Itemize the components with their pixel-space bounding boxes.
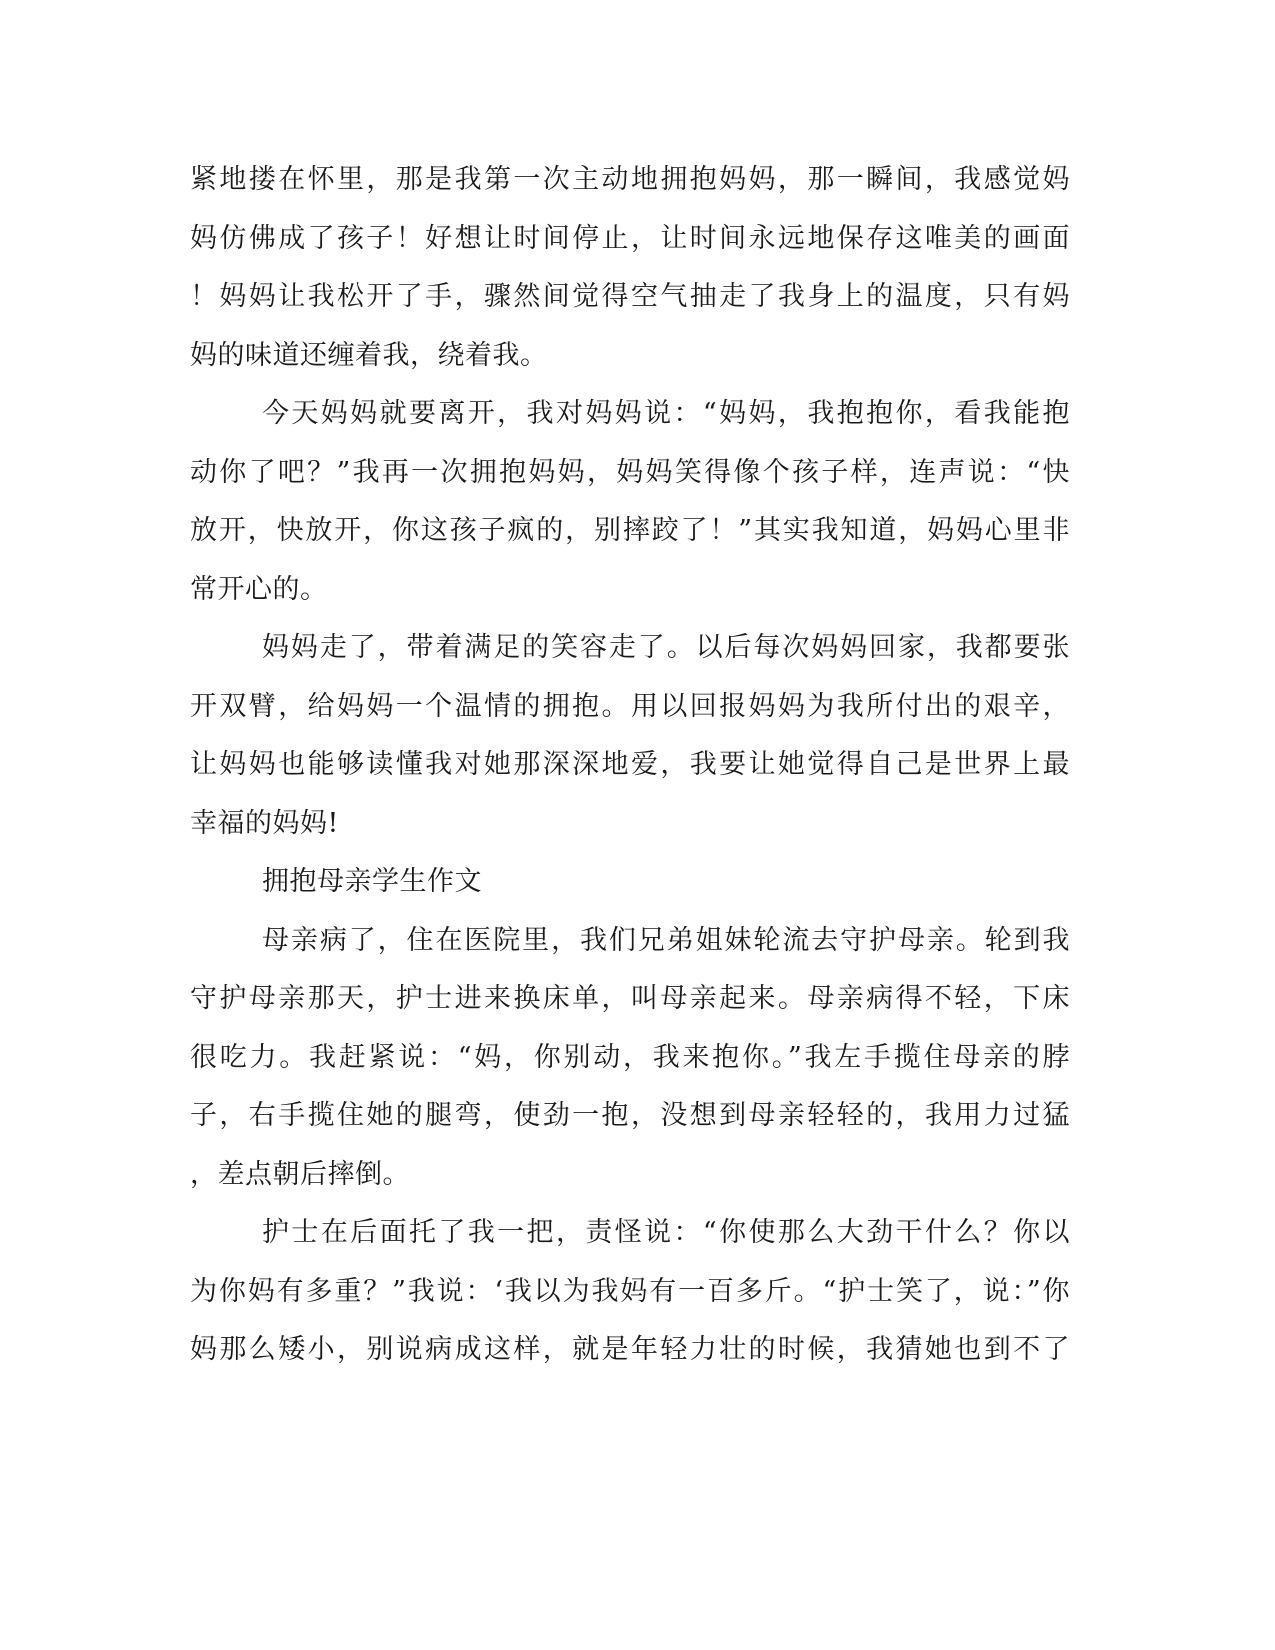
text-line: 妈妈走了，带着满足的笑容走了。以后每次妈妈回家，我都要张 <box>262 632 1070 663</box>
text-line: 妈仿佛成了孩子！好想让时间停止，让时间永远地保存这唯美的画面 <box>190 223 1070 254</box>
text-line: 为你妈有多重？”我说：‘我以为我妈有一百多斤。“护士笑了，说：”你 <box>190 1276 1070 1307</box>
text-line: 幸福的妈妈! <box>190 808 339 839</box>
text-line: 妈那么矮小，别说病成这样，就是年轻力壮的时候，我猜她也到不了 <box>190 1334 1070 1365</box>
text-line: 守护母亲那天，护士进来换床单，叫母亲起来。母亲病得不轻，下床 <box>190 983 1070 1014</box>
text-line: 护士在后面托了我一把，责怪说：“你使那么大劲干什么？你以 <box>262 1217 1070 1248</box>
text-line: 今天妈妈就要离开，我对妈妈说：“妈妈，我抱抱你，看我能抱 <box>262 398 1070 429</box>
text-line: 紧地搂在怀里，那是我第一次主动地拥抱妈妈，那一瞬间，我感觉妈 <box>190 164 1070 195</box>
text-line: 妈的味道还缠着我，绕着我。 <box>190 340 548 371</box>
text-line: ！妈妈让我松开了手，骤然间觉得空气抽走了我身上的温度，只有妈 <box>190 281 1070 312</box>
text-line: 让妈妈也能够读懂我对她那深深地爱，我要让她觉得自己是世界上最 <box>190 749 1070 780</box>
text-line: 常开心的。 <box>190 574 328 605</box>
text-line: 放开，快放开，你这孩子疯的，别摔跤了！”其实我知道，妈妈心里非 <box>190 515 1070 546</box>
text-line: 子，右手揽住她的腿弯，使劲一抱，没想到母亲轻轻的，我用力过猛 <box>190 1100 1070 1131</box>
text-line: 母亲病了，住在医院里，我们兄弟姐妹轮流去守护母亲。轮到我 <box>262 925 1070 956</box>
text-line: 很吃力。我赶紧说：“妈，你别动，我来抱你。”我左手揽住母亲的脖 <box>190 1042 1070 1073</box>
section-title: 拥抱母亲学生作文 <box>262 866 482 897</box>
text-line: 动你了吧？”我再一次拥抱妈妈，妈妈笑得像个孩子样，连声说：“快 <box>190 457 1070 488</box>
text-line: ，差点朝后摔倒。 <box>190 1159 410 1190</box>
text-line: 开双臂，给妈妈一个温情的拥抱。用以回报妈妈为我所付出的艰辛， <box>190 691 1070 722</box>
